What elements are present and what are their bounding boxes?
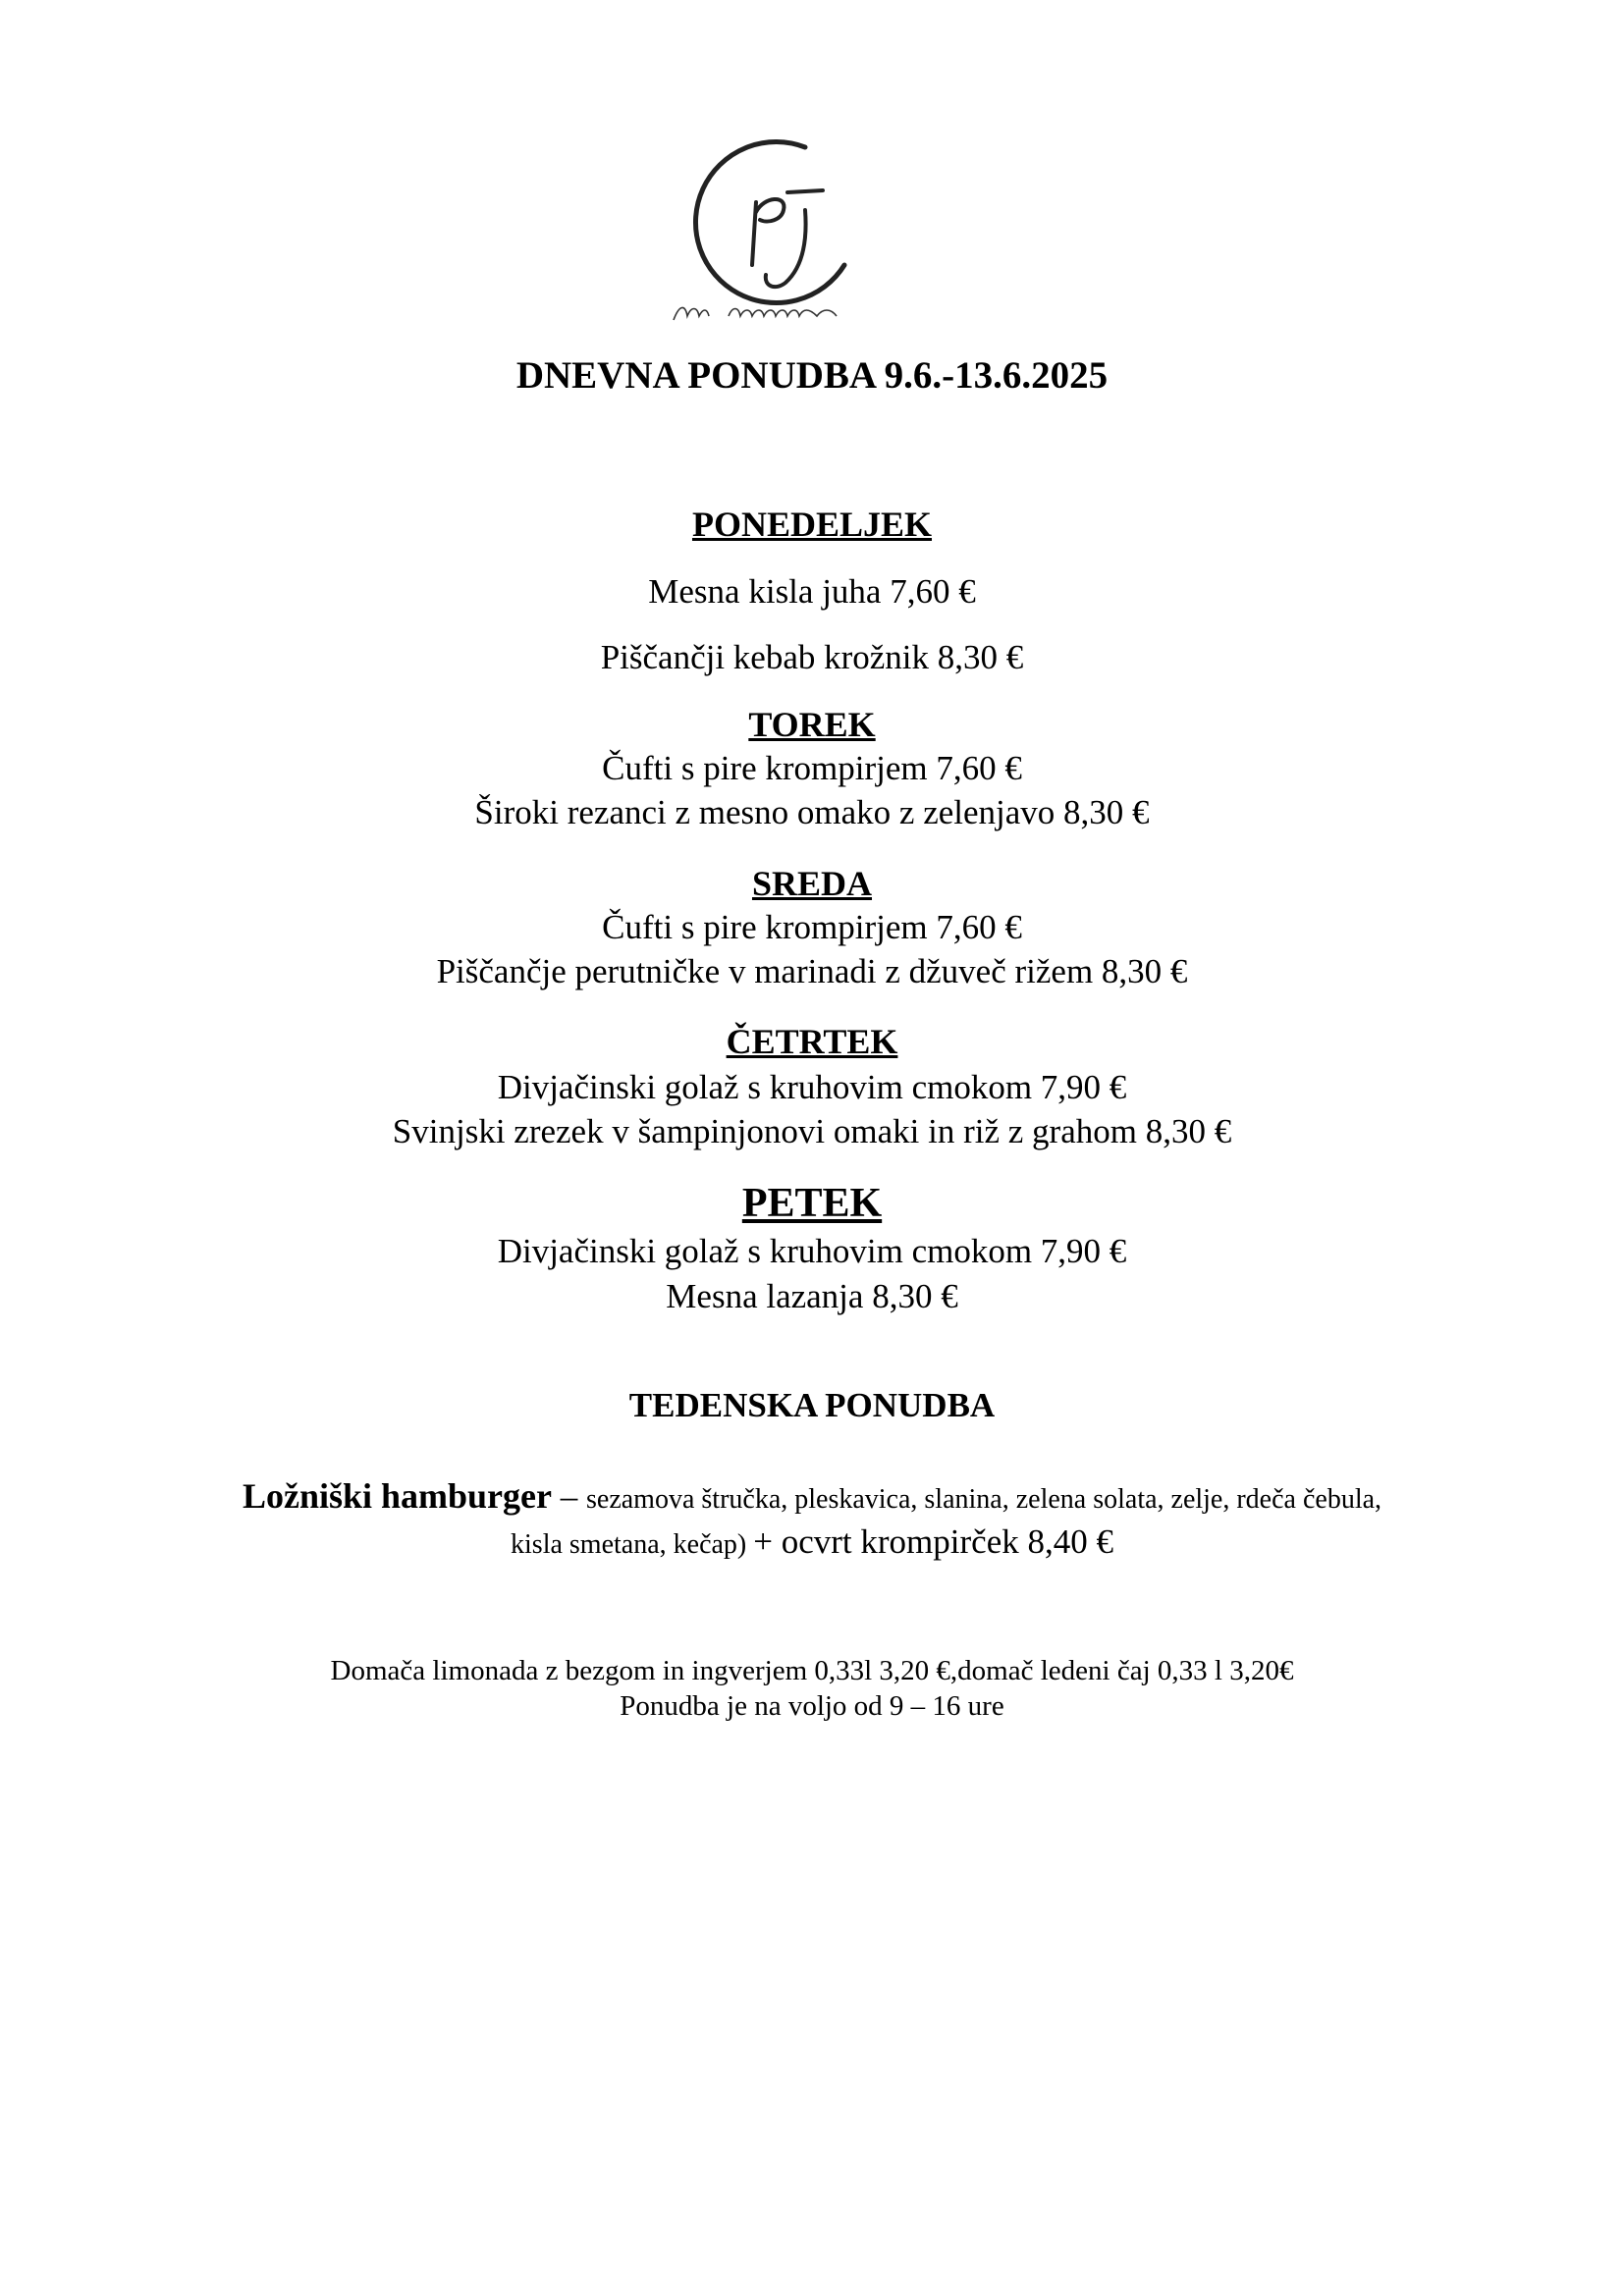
day-heading-thursday: ČETRTEK: [726, 1022, 898, 1061]
menu-item: Piščančje perutničke v marinadi z džuveč rižem 8,30 €: [436, 952, 1188, 990]
hours-note: Ponudba je na voljo od 9 – 16 ure: [620, 1690, 1004, 1722]
menu-item: Divjačinski golaž s kruhovim cmokom 7,90 €: [497, 1068, 1127, 1106]
day-heading-tuesday: TOREK: [748, 705, 876, 744]
weekly-item-dash: –: [552, 1477, 586, 1516]
drinks-note: Domača limonada z bezgom in ingverjem 0,33l 3,20 €,domač ledeni čaj 0,33 l 3,20€: [330, 1655, 1294, 1686]
menu-title: DNEVNA PONUDBA 9.6.-13.6.2025: [515, 354, 1109, 397]
weekly-item-description-cont: kisla smetana, kečap): [511, 1529, 754, 1560]
weekly-item-description: sezamova štručka, pleskavica, slanina, zelena solata, zelje, rdeča čebula,: [586, 1484, 1382, 1515]
menu-item: Divjačinski golaž s kruhovim cmokom 7,90 €: [497, 1232, 1127, 1270]
day-heading-wednesday: SREDA: [751, 864, 873, 903]
menu-item: Čufti s pire krompirjem 7,60 €: [602, 908, 1022, 946]
menu-item: Piščančji kebab krožnik 8,30 €: [600, 638, 1024, 676]
weekly-item-name: Ložniški hamburger: [242, 1476, 552, 1516]
logo-script-text: [670, 294, 886, 330]
day-heading-monday: PONEDELJEK: [691, 505, 933, 544]
menu-item: Široki rezanci z mesno omako z zelenjavo 8,30 €: [474, 793, 1150, 831]
weekly-item-line-1: [0, 1475, 1624, 1517]
menu-item: Čufti s pire krompirjem 7,60 €: [602, 749, 1022, 787]
menu-item: Mesna lazanja 8,30 €: [666, 1277, 958, 1315]
weekly-item-extra: + ocvrt krompirček 8,40 €: [753, 1522, 1113, 1561]
day-heading-friday: PETEK: [741, 1181, 883, 1226]
menu-item: Mesna kisla juha 7,60 €: [648, 572, 976, 611]
weekly-item-line-2: [0, 1522, 1624, 1562]
weekly-offer-heading: TEDENSKA PONUDBA: [628, 1386, 996, 1424]
menu-item: Svinjski zrezek v šampinjonovi omaki in riž z grahom 8,30 €: [392, 1112, 1232, 1150]
